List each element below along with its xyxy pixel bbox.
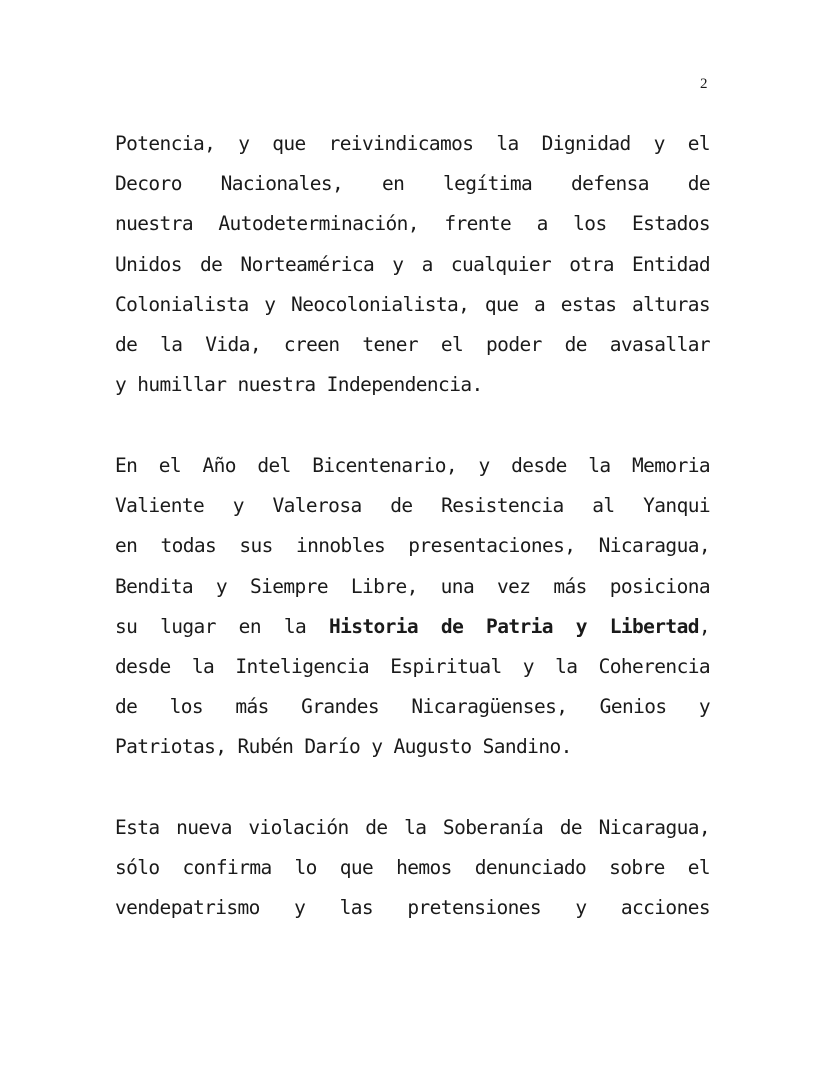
line-text-after: ,: [698, 614, 710, 638]
text-line: Valiente y Valerosa de Resistencia al Yanqui: [115, 494, 710, 518]
text-line: desde la Inteligencia Espiritual y la Coherencia: [115, 654, 710, 678]
text-line: de los más Grandes Nicaragüenses, Genios y: [115, 695, 710, 719]
page-number: 2: [700, 76, 708, 92]
text-line: Bendita y Siempre Libre, una vez más posiciona: [115, 574, 710, 598]
text-line: en todas sus innobles presentaciones, Nicaragua,: [115, 534, 710, 558]
text-line: Patriotas, Rubén Darío y Augusto Sandino.: [115, 735, 572, 759]
text-line: Decoro Nacionales, en legítima defensa de: [115, 172, 710, 196]
line-text-before: su lugar en la: [115, 614, 329, 638]
text-line: y humillar nuestra Independencia.: [115, 373, 483, 397]
text-line: sólo confirma lo que hemos denunciado sobre el: [115, 856, 710, 880]
text-line: Esta nueva violación de la Soberanía de Nicaragua,: [115, 816, 710, 839]
emphasis-historia-de-patria-y-libertad: Historia de Patria y Libertad: [328, 614, 699, 638]
text-line-with-emphasis: [115, 607, 710, 647]
text-line: Potencia, y que reivindicamos la Dignidad y el: [115, 132, 710, 155]
text-line: Colonialista y Neocolonialista, que a estas alturas: [115, 292, 710, 316]
paragraph-3: [115, 808, 710, 929]
paragraph-2: [115, 446, 710, 768]
text-line: nuestra Autodeterminación, frente a los Estados: [115, 212, 710, 236]
text-line: de la Vida, creen tener el poder de avasallar: [115, 332, 710, 356]
text-line: Unidos de Norteamérica y a cualquier otra Entidad: [115, 252, 710, 276]
text-line: vendepatrismo y las pretensiones y acciones: [115, 896, 710, 920]
text-line: En el Año del Bicentenario, y desde la Memoria: [115, 454, 710, 477]
paragraph-1: [115, 124, 710, 405]
